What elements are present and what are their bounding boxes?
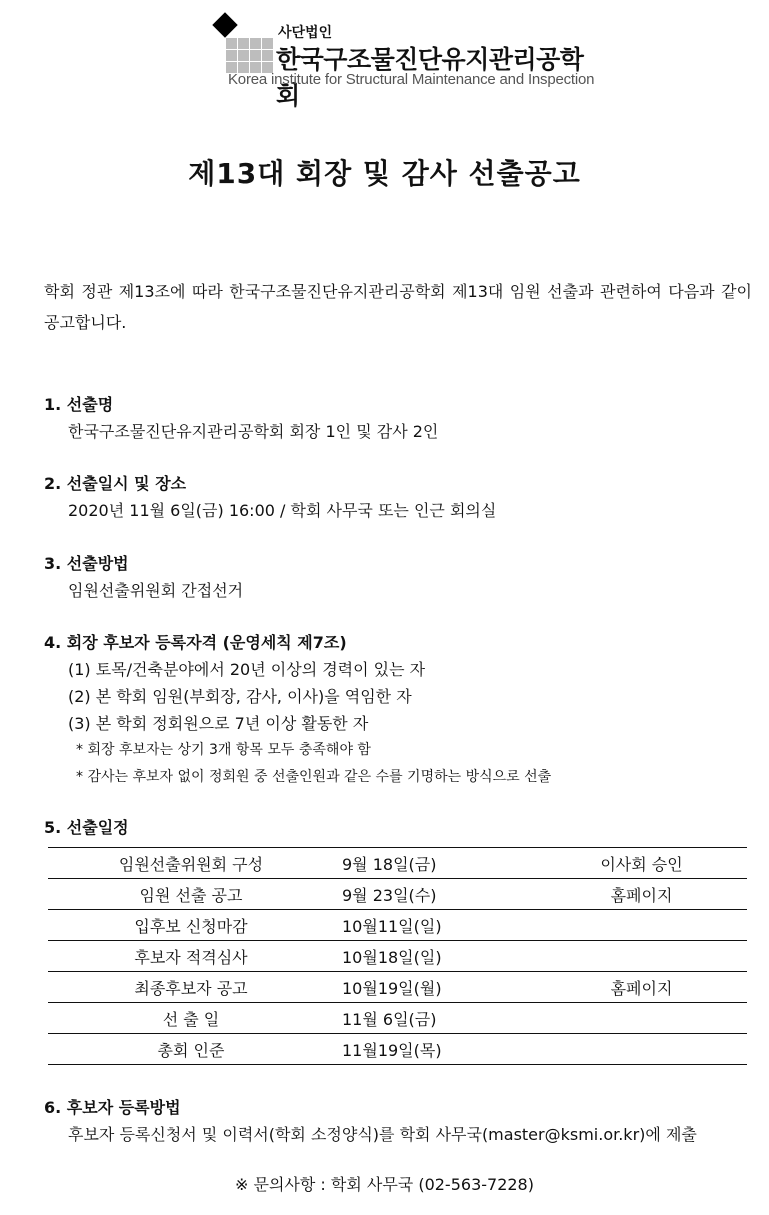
section-1-body: 한국구조물진단유지관리공학회 회장 1인 및 감사 2인 — [68, 422, 439, 441]
schedule-date: 9월 23일(수) — [334, 879, 536, 910]
table-row — [48, 879, 747, 910]
schedule-event: 입후보 신청마감 — [48, 910, 334, 941]
schedule-date: 9월 18일(금) — [334, 848, 536, 879]
intro-paragraph: 학회 정관 제13조에 따라 한국구조물진단유지관리공학회 제13대 임원 선출과 관련하여 다음과 같이 공고합니다. — [44, 282, 752, 332]
section-4-item: (1) 토목/건축분야에서 20년 이상의 경력이 있는 자 — [68, 660, 426, 679]
section-4-note: * 회장 후보자는 상기 3개 항목 모두 충족해야 함 — [76, 742, 371, 758]
section-2-body: 2020년 11월 6일(금) 16:00 / 학회 사무국 또는 인근 회의실 — [68, 501, 497, 520]
schedule-event: 선 출 일 — [48, 1003, 334, 1034]
section-3-body: 임원선출위원회 간접선거 — [68, 581, 244, 600]
schedule-date: 11월19일(목) — [334, 1034, 536, 1065]
logo-grid-icon — [226, 38, 274, 74]
section-5-heading: 5. 선출일정 — [44, 818, 129, 837]
schedule-note — [536, 941, 747, 972]
table-row — [48, 1003, 747, 1034]
section-3-heading: 3. 선출방법 — [44, 554, 129, 573]
org-name: 한국구조물진단유지관리공학회 — [276, 45, 584, 110]
org-type: 사단법인 — [278, 25, 333, 41]
section-4-heading: 4. 회장 후보자 등록자격 (운영세칙 제7조) — [44, 633, 347, 652]
schedule-date: 10월18일(일) — [334, 941, 536, 972]
schedule-date: 10월11일(일) — [334, 910, 536, 941]
schedule-note — [536, 1034, 747, 1065]
schedule-note — [536, 1003, 747, 1034]
section-4-note: * 감사는 후보자 없이 정회원 중 선출인원과 같은 수를 기명하는 방식으로 선출 — [76, 769, 552, 785]
schedule-event: 임원 선출 공고 — [48, 879, 334, 910]
table-row — [48, 941, 747, 972]
schedule-note — [536, 910, 747, 941]
schedule-event: 임원선출위원회 구성 — [48, 848, 334, 879]
schedule-event: 후보자 적격심사 — [48, 941, 334, 972]
schedule-table — [48, 847, 747, 1065]
section-4-item: (2) 본 학회 임원(부회장, 감사, 이사)을 역임한 자 — [68, 687, 412, 706]
table-row — [48, 1034, 747, 1065]
section-1-heading: 1. 선출명 — [44, 395, 114, 414]
schedule-date: 11월 6일(금) — [334, 1003, 536, 1034]
schedule-event: 총회 인준 — [48, 1034, 334, 1065]
section-6-heading: 6. 후보자 등록방법 — [44, 1098, 181, 1117]
schedule-note: 이사회 승인 — [536, 848, 747, 879]
contact-footer: ※ 문의사항 : 학회 사무국 (02-563-7228) — [235, 1175, 534, 1194]
table-row — [48, 848, 747, 879]
schedule-note: 홈페이지 — [536, 879, 747, 910]
page-title: 제13대 회장 및 감사 선출공고 — [188, 157, 581, 190]
section-4-item: (3) 본 학회 정회원으로 7년 이상 활동한 자 — [68, 714, 369, 733]
table-row — [48, 910, 747, 941]
org-logo — [212, 12, 595, 110]
schedule-event: 최종후보자 공고 — [48, 972, 334, 1003]
section-6-body: 후보자 등록신청서 및 이력서(학회 소정양식)를 학회 사무국(master@ksmi.or.kr)에 제출 — [68, 1125, 697, 1144]
schedule-date: 10월19일(월) — [334, 972, 536, 1003]
schedule-note: 홈페이지 — [536, 972, 747, 1003]
logo-diamond-icon — [212, 12, 237, 37]
table-row — [48, 972, 747, 1003]
section-2-heading: 2. 선출일시 및 장소 — [44, 474, 187, 493]
org-name-en: Korea institute for Structural Maintenance and Inspection — [228, 71, 595, 88]
